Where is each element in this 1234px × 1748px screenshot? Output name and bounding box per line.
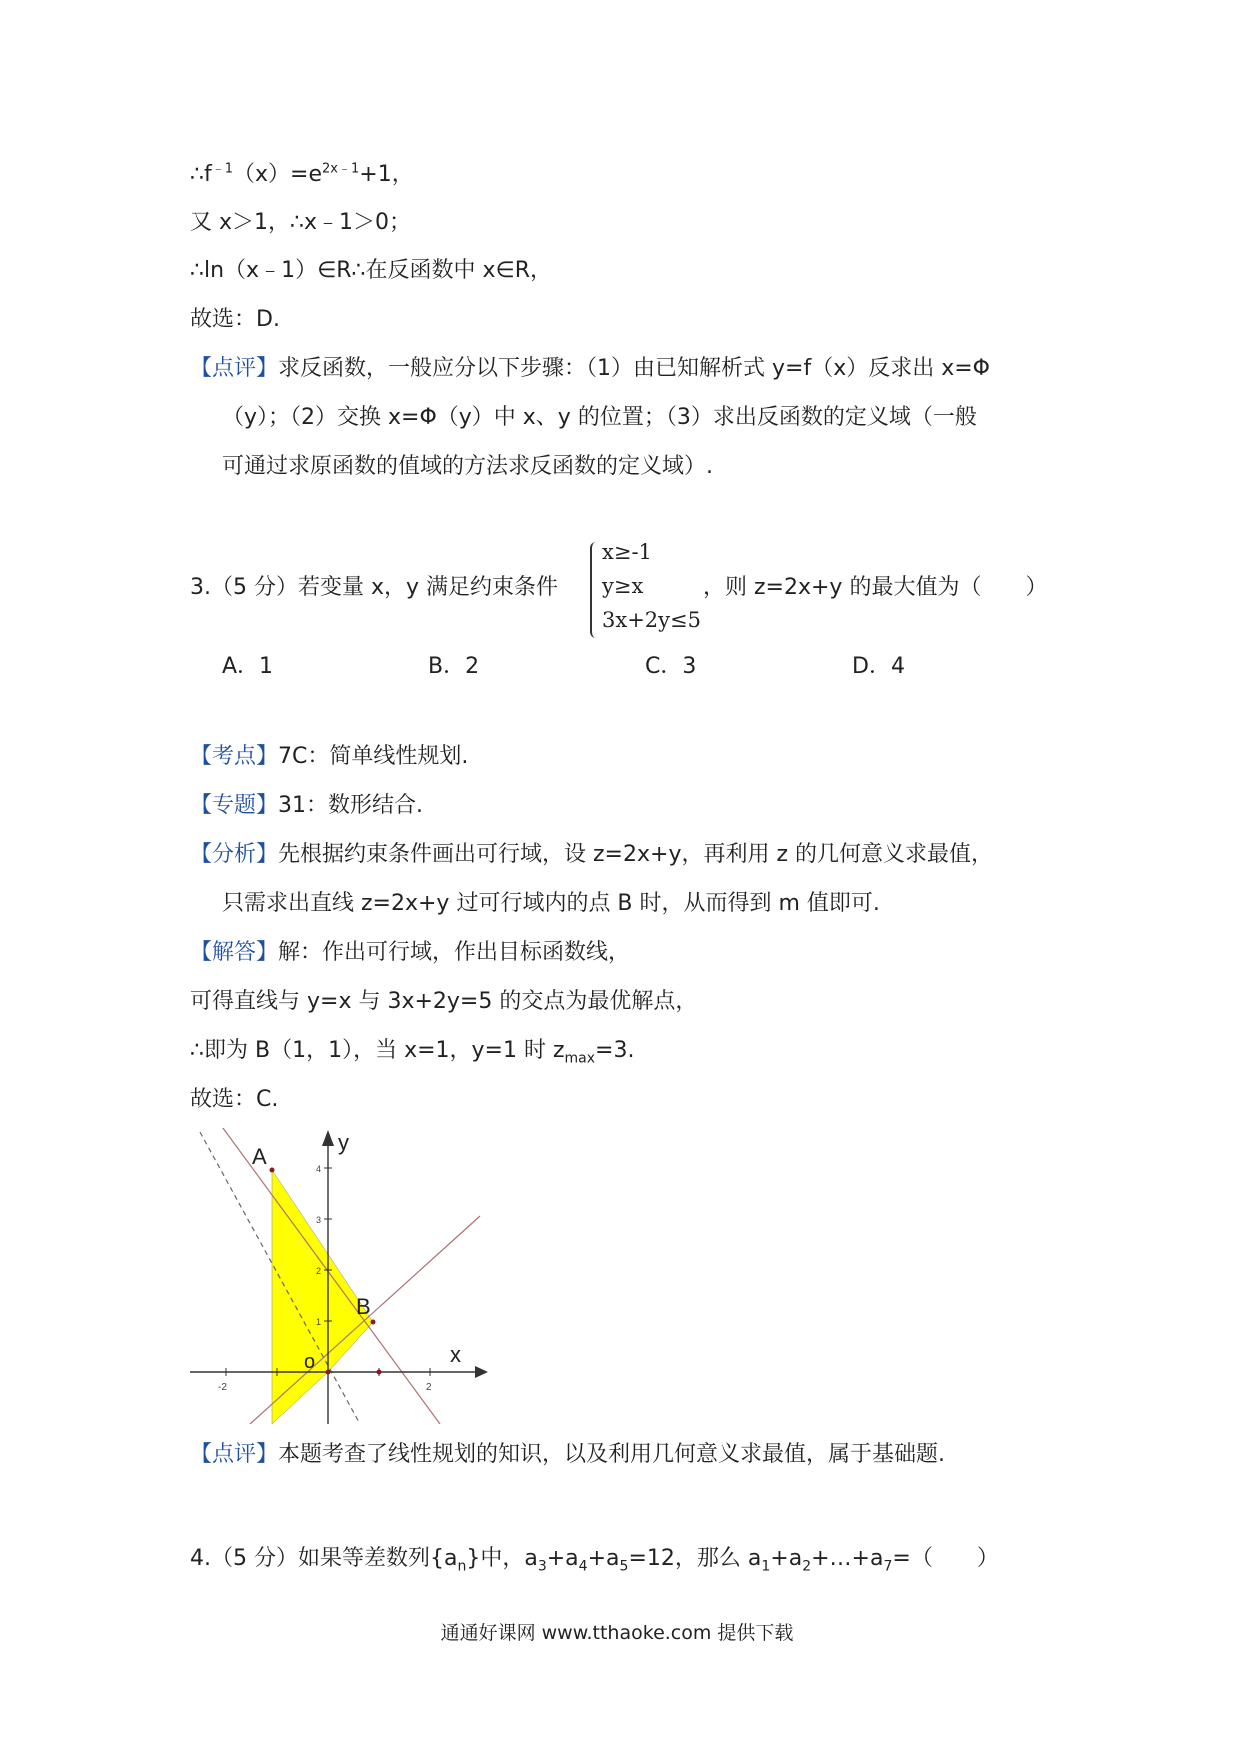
line-condition: 又 x＞1，∴x﹣1＞0； [190, 210, 412, 235]
tick-label-2: 2 [426, 1382, 432, 1393]
option-c: C．3 [645, 654, 697, 679]
y-axis-arrow [322, 1130, 334, 1146]
q3-stem-a: 3.（5 分）若变量 x，y 满足约束条件 [190, 575, 559, 600]
option-b: B．2 [428, 654, 480, 679]
comment-2-line: 【点评】本题考查了线性规划的知识，以及利用几何意义求最值，属于基础题. [190, 1442, 946, 1467]
tick-label-y3: 3 [316, 1215, 322, 1225]
label-y-axis: y [338, 1130, 349, 1155]
line-inverse-function: $\therefore f^{﹣1}(x)=e^{2x﹣1}+1$， [190, 161, 414, 187]
left-brace [590, 542, 598, 638]
jieda-line-c: ∴即为 B（1，1），当 x=1，y=1 时 $z_{max}=3$. [190, 1038, 635, 1067]
kaodian-line: 【考点】7C：简单线性规划. [190, 744, 469, 769]
jieda-line-b: 可得直线与 y=x 与 3x+2y=5 的交点为最优解点， [190, 989, 698, 1014]
jieda-line-d: 故选：C. [190, 1087, 279, 1112]
label-b: B [356, 1294, 371, 1319]
constraint-1: x≥-1 [602, 540, 652, 564]
tick-label-y1: 1 [316, 1317, 322, 1327]
tick-label-y2: 2 [316, 1266, 322, 1276]
comment-1-line-c: 可通过求原函数的值域的方法求反函数的定义域）. [222, 454, 713, 479]
constraint-3: 3x+2y≤5 [602, 608, 701, 632]
x-axis-arrow [475, 1366, 488, 1378]
point-a [270, 1168, 275, 1173]
comment-tag: 【点评】 [190, 356, 279, 381]
line-range: ∴ln（x﹣1）∈R∴在反函数中 x∈R， [190, 258, 552, 283]
comment-1-line-a: 【点评】求反函数，一般应分以下步骤：（1）由已知解析式 y=f（x）反求出 x=Φ [190, 356, 990, 381]
label-x-axis: x [450, 1342, 461, 1367]
tick-label-y4: 4 [316, 1164, 322, 1174]
comment-1-line-b: （y）；（2）交换 x=Φ（y）中 x、y 的位置；（3）求出反函数的定义域（一般 [222, 405, 977, 430]
option-a: A．1 [222, 654, 274, 679]
jieda-line-a: 【解答】解：作出可行域，作出目标函数线， [190, 940, 631, 965]
point-b [371, 1320, 376, 1325]
fenxi-line-b: 只需求出直线 z=2x+y 过可行域内的点 B 时，从而得到 m 值即可. [222, 891, 880, 916]
label-a: A [252, 1144, 267, 1169]
label-o: o [304, 1351, 316, 1373]
point-x1 [377, 1370, 382, 1375]
q3-stem-b: ，则 z=2x+y 的最大值为（ ） [703, 575, 1048, 600]
q4-stem: 4.（5 分）如果等差数列$\{a_n\}$中，$a_3+a_4+a_5=12$，那么 $a_1+a_2+\dots+a_7=$（ ） [190, 1546, 999, 1575]
tick-label-neg2: -2 [218, 1382, 227, 1393]
constraint-2: y≥x [602, 574, 644, 598]
zhuanti-line: 【专题】31：数形结合. [190, 793, 424, 818]
constraint-system [590, 540, 700, 642]
fenxi-line-a: 【分析】先根据约束条件画出可行域，设 z=2x+y，再利用 z 的几何意义求最值， [190, 842, 993, 867]
line-answer-d: 故选：D. [190, 307, 280, 332]
point-o [326, 1370, 331, 1375]
feasible-region-graph [190, 1128, 490, 1424]
option-d: D．4 [852, 654, 905, 679]
page-footer: 通通好课网 www.tthaoke.com 提供下载 [440, 1622, 794, 1644]
